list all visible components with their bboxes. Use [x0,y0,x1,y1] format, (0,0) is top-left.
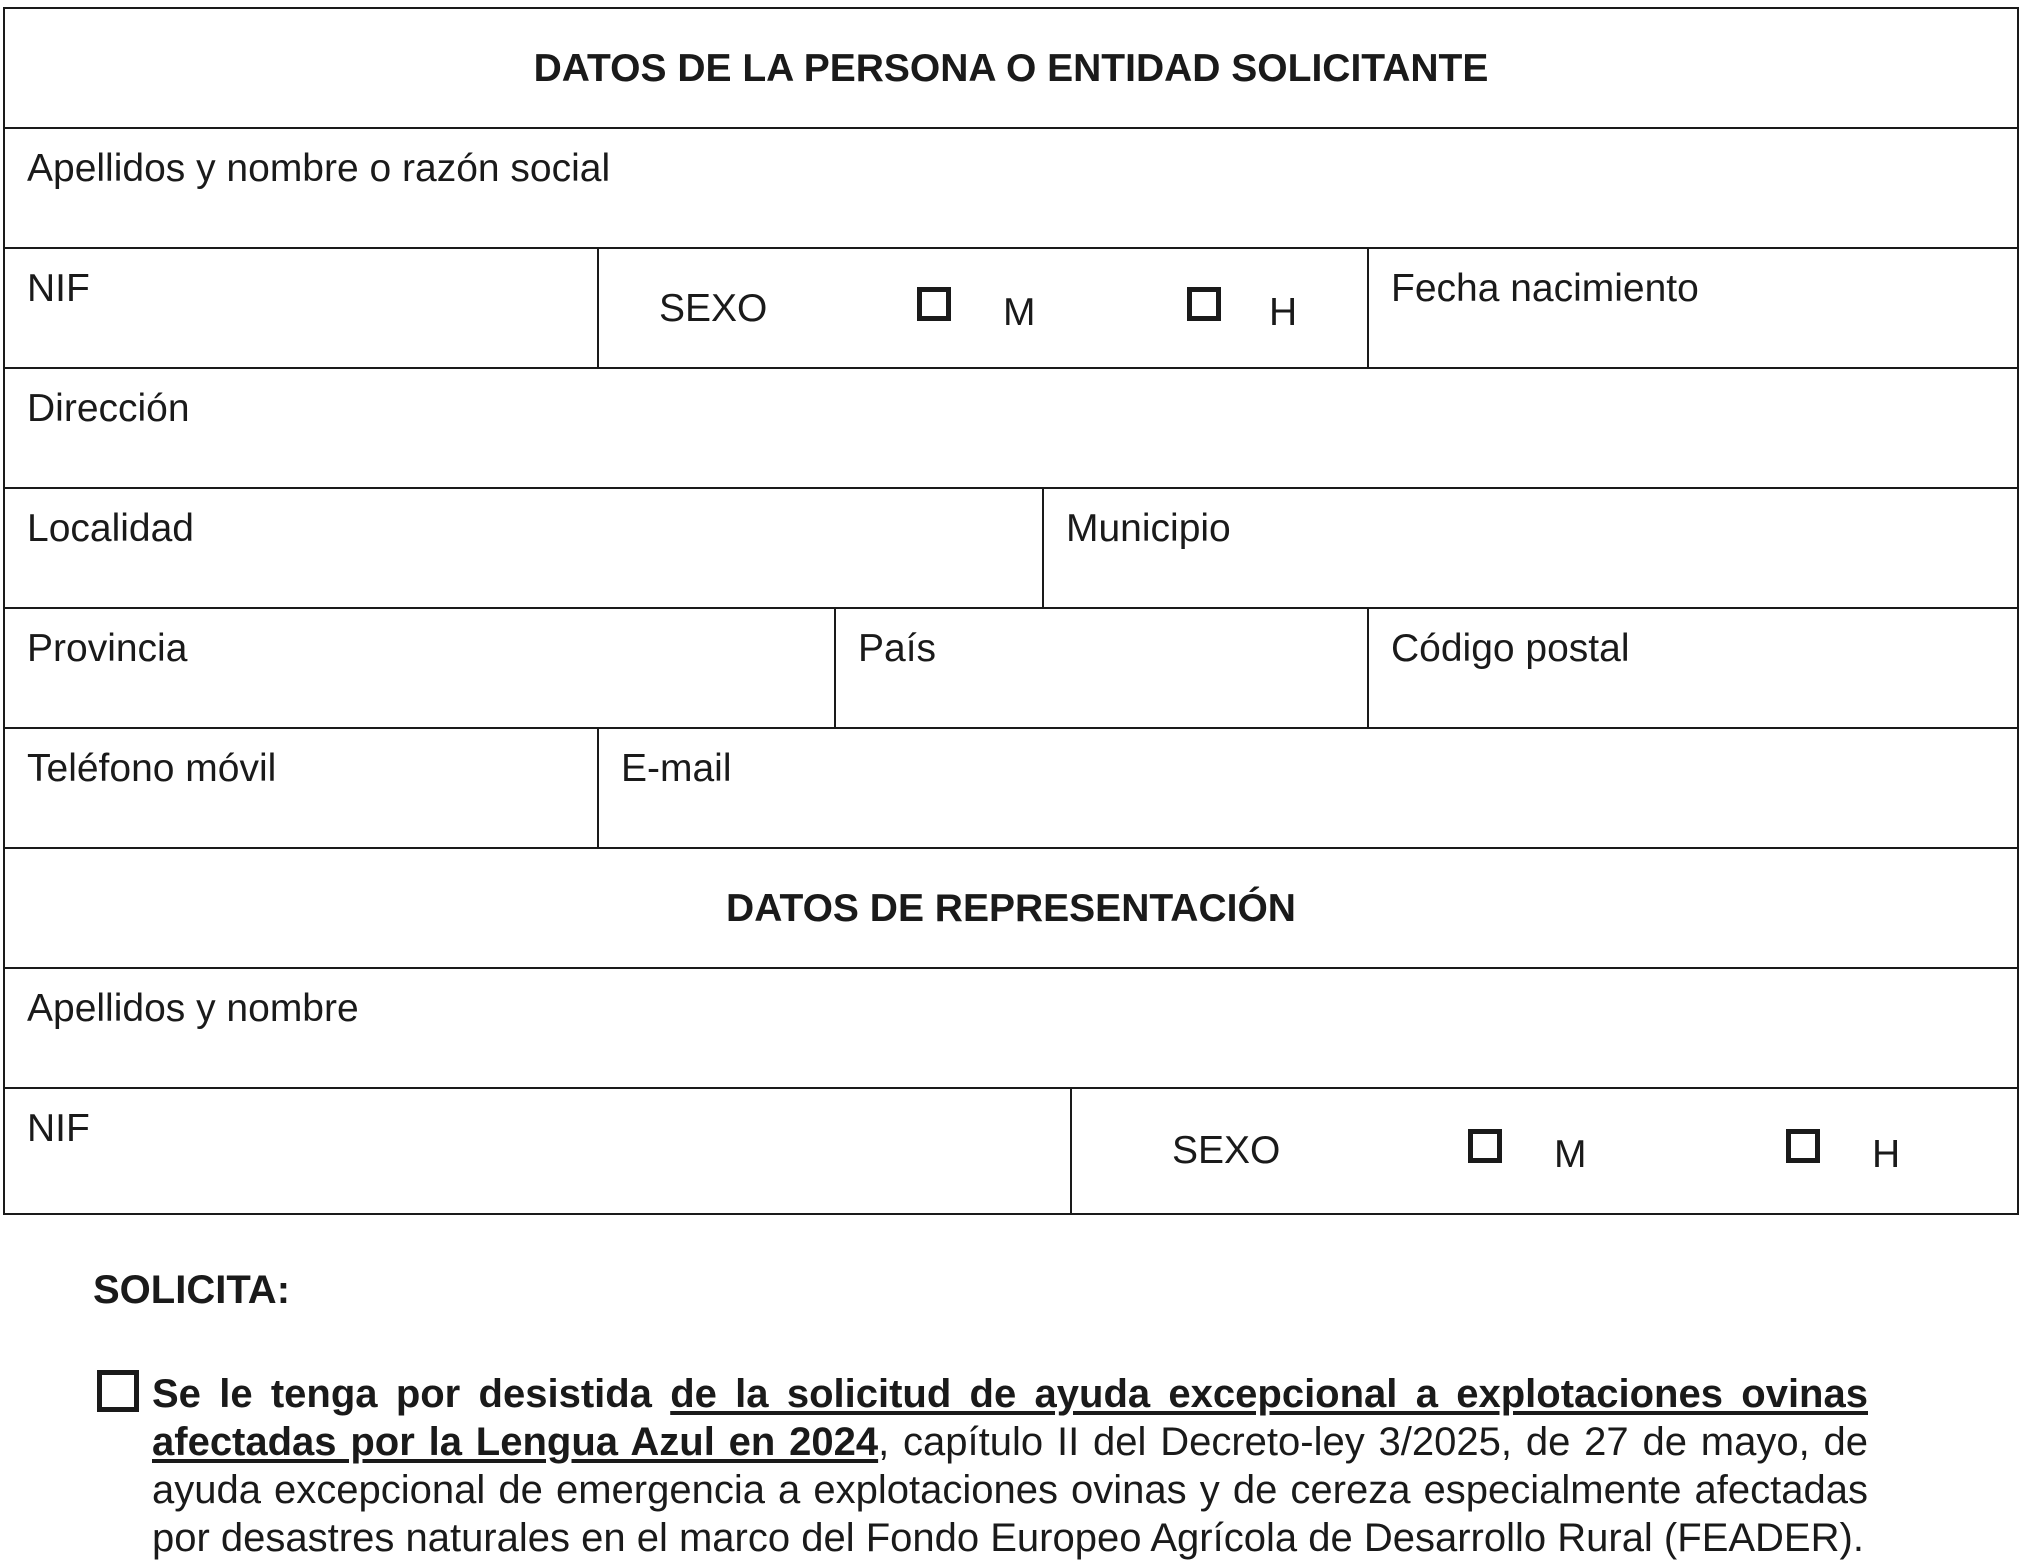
applicant-sexo-m-label: M [1003,291,1036,334]
representative-sexo-m-label: M [1554,1133,1587,1176]
withdrawal-lead: Se le tenga por desistida [152,1372,671,1416]
representative-sexo-h-checkbox[interactable] [1786,1129,1820,1163]
applicant-country-field[interactable] [834,609,1367,727]
applicant-section-title: DATOS DE LA PERSONA O ENTIDAD SOLICITANTE [533,47,1489,90]
representative-name-field[interactable] [5,969,2017,1087]
solicita-heading: SOLICITA: [93,1268,291,1312]
applicant-region-row [5,609,2017,729]
withdrawal-request-text [152,1370,1868,1562]
applicant-postal-code-field[interactable] [1367,609,2019,727]
representative-sexo-cell [1070,1089,2019,1213]
applicant-section-header [5,9,2017,129]
applicant-sexo-h-label: H [1269,291,1298,334]
withdrawal-subject: de la solicitud de ayuda excepcional a explotaciones ovinas afectadas por la Lengua Azul en 2024 [152,1372,1868,1464]
applicant-contact-row [5,729,2017,849]
applicant-municipality-label: Municipio [1066,507,1231,550]
applicant-sexo-label: SEXO [659,287,768,330]
applicant-sexo-m-checkbox[interactable] [917,287,951,321]
representative-id-row [5,1089,2017,1213]
representative-nif-label: NIF [27,1107,90,1150]
applicant-email-field[interactable] [597,729,2019,847]
applicant-birthdate-field[interactable] [1367,249,2019,367]
applicant-province-field[interactable] [5,609,834,727]
representation-section-header [5,849,2017,969]
applicant-address-label: Dirección [27,387,190,430]
representative-nif-field[interactable] [5,1089,1070,1213]
representative-sexo-h-label: H [1872,1133,1901,1176]
applicant-name-row [5,129,2017,249]
withdrawal-legal-reference: , capítulo II del Decreto-ley 3/2025, de 27 de mayo, de ayuda excepcional de emergencia a explotaciones ovinas y de cereza especialmente afectadas por desastres naturales en el marco del Fondo Europeo Agrícola de Desarrollo Rural (FEADER). [152,1420,1868,1560]
applicant-locality-row [5,489,2017,609]
applicant-locality-field[interactable] [5,489,1042,607]
applicant-mobile-label: Teléfono móvil [27,747,277,790]
representation-section-title: DATOS DE REPRESENTACIÓN [726,887,1296,930]
representative-name-label: Apellidos y nombre [27,987,359,1030]
applicant-name-field[interactable] [5,129,2017,247]
applicant-nif-field[interactable] [5,249,597,367]
applicant-locality-label: Localidad [27,507,194,550]
applicant-country-label: País [858,627,937,670]
withdrawal-checkbox[interactable] [97,1370,139,1412]
applicant-birthdate-label: Fecha nacimiento [1391,267,1699,310]
applicant-email-label: E-mail [621,747,732,790]
representative-name-row [5,969,2017,1089]
applicant-name-label: Apellidos y nombre o razón social [27,147,611,190]
applicant-province-label: Provincia [27,627,188,670]
representative-sexo-label: SEXO [1172,1129,1281,1172]
application-form [3,7,2019,1215]
applicant-sexo-cell [597,249,1367,367]
representative-sexo-m-checkbox[interactable] [1468,1129,1502,1163]
applicant-municipality-field[interactable] [1042,489,2019,607]
applicant-id-row [5,249,2017,369]
applicant-nif-label: NIF [27,267,90,310]
applicant-mobile-field[interactable] [5,729,597,847]
applicant-postal-code-label: Código postal [1391,627,1630,670]
applicant-address-row [5,369,2017,489]
applicant-sexo-h-checkbox[interactable] [1187,287,1221,321]
applicant-address-field[interactable] [5,369,2017,487]
